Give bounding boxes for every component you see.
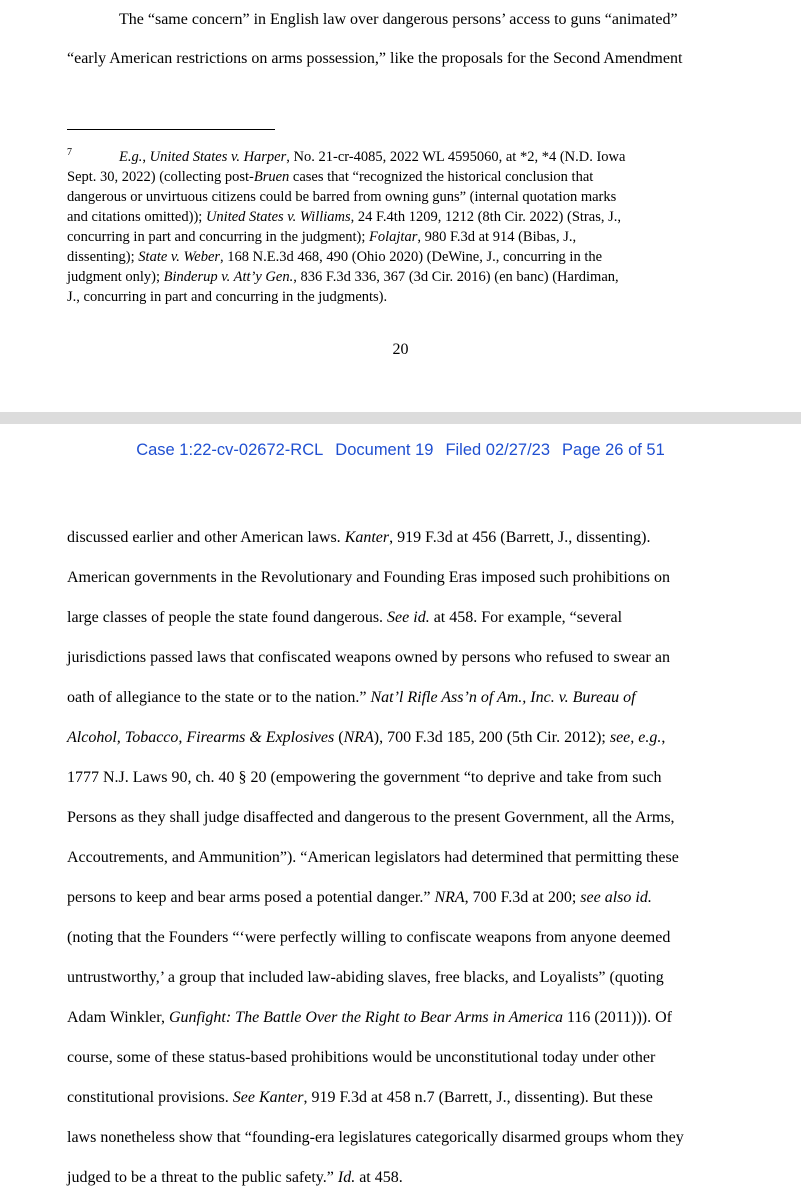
italic-citation-text: See Kanter xyxy=(232,1089,304,1106)
body-text-line xyxy=(67,1128,684,1148)
text-run: discussed earlier and other American laws. xyxy=(67,529,345,546)
text-run: (noting that the Founders “‘were perfectly willing to confiscate weapons from anyone deemed xyxy=(67,929,671,946)
text-run: course, some of these status-based prohibitions would be unconstitutional today under other xyxy=(67,1049,656,1066)
text-run: and citations omitted)); xyxy=(67,209,206,225)
italic-citation-text: State v. Weber xyxy=(138,249,221,265)
italic-citation-text: Nat’l Rifle Ass’n of Am., Inc. v. Bureau of xyxy=(370,689,636,706)
text-run: at 458. For example, “several xyxy=(429,609,623,626)
text-run: ( xyxy=(334,729,344,746)
case-header xyxy=(0,439,801,461)
case-number: Case 1:22-cv-02672-RCL xyxy=(136,441,324,459)
body-text-line xyxy=(67,608,622,628)
footnote-line xyxy=(67,247,602,267)
text-run: jurisdictions passed laws that confiscated weapons owned by persons who refused to swear an xyxy=(67,649,670,666)
text-run: , 24 F.4th 1209, 1212 (8th Cir. 2022) (Stras, J., xyxy=(350,209,621,225)
text-run: , 836 F.3d 336, 367 (3d Cir. 2016) (en banc) (Hardiman, xyxy=(293,269,619,285)
footnote-separator xyxy=(67,129,275,130)
footnote-line xyxy=(67,227,576,247)
italic-citation-text: see also id. xyxy=(580,889,652,906)
text-run: ), 700 F.3d 185, 200 (5th Cir. 2012); xyxy=(373,729,610,746)
document-page-20 xyxy=(0,0,801,412)
text-run: untrustworthy,’ a group that included law-abiding slaves, free blacks, and Loyalists” (quoting xyxy=(67,969,664,986)
body-text-line xyxy=(119,10,678,30)
text-run: , 919 F.3d at 456 (Barrett, J., dissenting). xyxy=(389,529,651,546)
body-text-line xyxy=(67,728,665,748)
text-run: oath of allegiance to the state or to the nation.” xyxy=(67,689,371,706)
footnote-line xyxy=(67,287,387,307)
italic-citation-text: NRA xyxy=(434,889,465,906)
italic-citation-text: Alcohol, Tobacco, Firearms & Explosives xyxy=(67,729,335,746)
italic-citation-text: Gunfight: The Battle Over the Right to Bear Arms in America xyxy=(168,1009,563,1026)
body-text-line xyxy=(67,1088,653,1108)
footnote-line xyxy=(67,167,593,187)
text-run: 1777 N.J. Laws 90, ch. 40 § 20 (empowering the government “to deprive and take from such xyxy=(67,769,662,786)
text-run: 116 (2011))). Of xyxy=(562,1009,672,1026)
text-run: constitutional provisions. xyxy=(67,1089,233,1106)
text-run: at 458. xyxy=(355,1169,403,1186)
text-run: , xyxy=(142,149,150,165)
italic-citation-text: NRA xyxy=(343,729,374,746)
text-run: American governments in the Revolutionary and Founding Eras imposed such prohibitions on xyxy=(67,569,671,586)
text-run: , 168 N.E.3d 468, 490 (Ohio 2020) (DeWine, J., concurring in the xyxy=(220,249,603,265)
text-run: Sept. 30, 2022) (collecting post- xyxy=(67,169,254,185)
footnote-line xyxy=(67,267,619,287)
body-text-line xyxy=(67,1008,672,1028)
text-run: dangerous or unvirtuous citizens could be barred from owning guns” (internal quotation marks xyxy=(67,189,617,205)
body-text-line xyxy=(67,768,662,788)
text-run: judgment only); xyxy=(67,269,164,285)
document-number: Document 19 xyxy=(335,441,434,459)
body-text-line xyxy=(67,1168,403,1188)
text-run: , 700 F.3d at 200; xyxy=(464,889,581,906)
italic-citation-text: Bruen xyxy=(253,169,290,185)
body-text-line xyxy=(67,1048,655,1068)
italic-citation-text: Id. xyxy=(337,1169,356,1186)
body-text-line xyxy=(67,888,652,908)
body-text-line xyxy=(67,688,636,708)
body-text-line xyxy=(67,808,675,828)
text-run: Adam Winkler, xyxy=(67,1009,169,1026)
italic-citation-text: E.g. xyxy=(119,149,143,165)
italic-citation-text: See id. xyxy=(387,609,430,626)
text-run: , 919 F.3d at 458 n.7 (Barrett, J., dissenting). But these xyxy=(303,1089,653,1106)
body-text-line xyxy=(67,568,670,588)
text-run: judged to be a threat to the public safety.” xyxy=(67,1169,338,1186)
text-run: , No. 21-cr-4085, 2022 WL 4595060, at *2, *4 (N.D. Iowa xyxy=(286,149,626,165)
text-run: persons to keep and bear arms posed a potential danger.” xyxy=(67,889,435,906)
text-run: Accoutrements, and Ammunition”). “American legislators had determined that permitting these xyxy=(67,849,679,866)
italic-citation-text: United States v. Harper xyxy=(149,149,287,165)
filed-date: Filed 02/27/23 xyxy=(445,441,551,459)
page-count: Page 26 of 51 xyxy=(562,441,665,459)
text-run: “early American restrictions on arms possession,” like the proposals for the Second Amendment xyxy=(67,50,683,67)
text-run: , 980 F.3d at 914 (Bibas, J., xyxy=(417,229,577,245)
text-run: J., concurring in part and concurring in the judgments). xyxy=(67,289,388,305)
footnote-line xyxy=(67,187,616,207)
text-run: cases that “recognized the historical conclusion that xyxy=(289,169,594,185)
body-text-line xyxy=(67,648,670,668)
body-text-line xyxy=(67,528,651,548)
body-text-line xyxy=(67,928,670,948)
italic-citation-text: see, e.g. xyxy=(609,729,662,746)
body-text-line xyxy=(67,848,679,868)
footnote-line xyxy=(67,207,621,227)
text-run: Persons as they shall judge disaffected and dangerous to the present Government, all the Arms, xyxy=(67,809,675,826)
text-run: concurring in part and concurring in the judgment); xyxy=(67,229,369,245)
page-number: 20 xyxy=(392,341,409,358)
text-run: , xyxy=(661,729,666,746)
footnote-line xyxy=(119,147,625,167)
text-run: The “same concern” in English law over dangerous persons’ access to guns “animated” xyxy=(119,11,678,28)
italic-citation-text: United States v. Williams xyxy=(205,209,351,225)
text-run: laws nonetheless show that “founding-era legislatures categorically disarmed groups whom they xyxy=(67,1129,684,1146)
body-text-line xyxy=(67,49,682,69)
footnote-number: 7 xyxy=(67,147,72,158)
text-run: dissenting); xyxy=(67,249,139,265)
italic-citation-text: Kanter xyxy=(344,529,390,546)
italic-citation-text: Folajtar xyxy=(369,229,418,245)
body-text-line xyxy=(67,968,664,988)
text-run: large classes of people the state found dangerous. xyxy=(67,609,388,626)
italic-citation-text: Binderup v. Att’y Gen. xyxy=(163,269,294,285)
page-separator xyxy=(0,412,801,424)
